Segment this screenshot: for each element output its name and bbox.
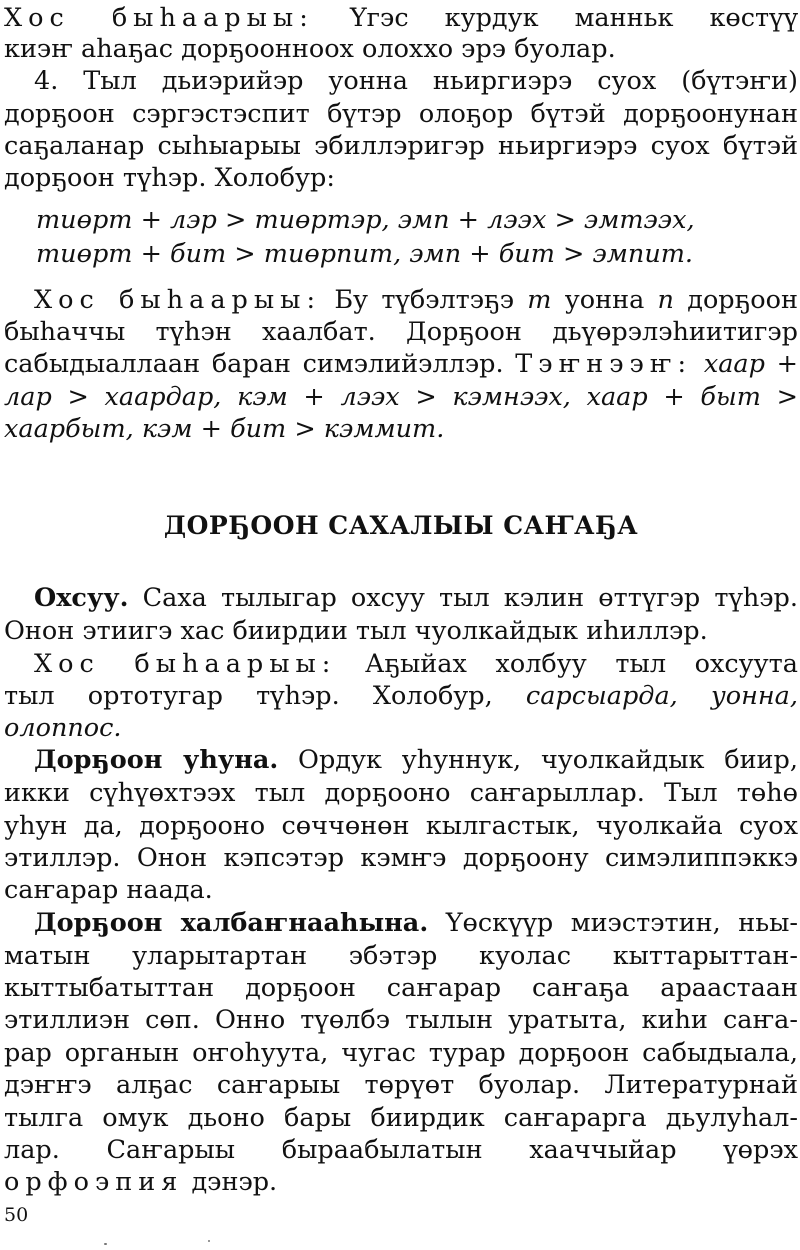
text-line: матын уларытартан эбэтэр куолас кыттарыттан-	[4, 941, 798, 971]
text-line: икки сүhүөхтээх тыл дорҕооно саҥарыллар. Тыл төhө	[4, 778, 798, 808]
text-line: 4. Тыл дьиэрийэр уонна ньиргиэрэ суох (бүтэҥи)	[34, 66, 798, 96]
text-line: дорҕоон сэргэстэспит бүтэр олоҕор бүтэй дорҕоонунан	[4, 99, 798, 129]
text-line	[4, 282, 798, 318]
text-line	[4, 742, 798, 778]
text-line: олоппос.	[4, 713, 122, 743]
text-line	[4, 905, 798, 941]
text-span: Аҕыйах холбуу тыл охсуута	[336, 649, 798, 679]
text-span: Бу түбэлтэҕэ	[321, 285, 528, 315]
text-line: саҕаланар сыhыарыы эбиллэригэр ньиргиэрэ суох бүтэй	[4, 131, 798, 161]
example-line: тиөрт + биm > тиөрпиm, эмп + бит > эмпит.	[36, 239, 694, 269]
text-line: тылга омук дьоно бары биирдик саҥараргa дьулуhал-	[4, 1103, 798, 1133]
text-italic: т	[527, 285, 552, 315]
text-span: тыл ортотугар түhэр. Холобур,	[4, 681, 526, 711]
term-spaced: Хос быhаарыы:	[34, 649, 337, 679]
text-line: уhун да, дорҕооно сөччөнөн кылгастык, чуолкайа суох	[4, 811, 798, 841]
text-span: сабыдыаллаан баран симэлийэллэр.	[4, 349, 516, 379]
text-line: дэҥҥэ алҕас саҥарыы төрүөт буолар. Литературнай	[4, 1070, 798, 1100]
scan-speck	[208, 1240, 210, 1242]
term-bold: Дорҕоон уhуна.	[34, 745, 279, 775]
term-spaced: Тэҥнээҥ:	[515, 349, 693, 379]
term-bold: Охсуу.	[34, 583, 129, 613]
term-bold: Дорҕоон халбаҥнааhына.	[34, 908, 429, 938]
text-span: дэнэр.	[183, 1167, 278, 1197]
text-line	[4, 646, 798, 682]
text-line: рар органын оҥоhуута, чугас турар дорҕоон сабыдыала,	[4, 1038, 798, 1068]
text-span: дорҕоон	[673, 285, 798, 315]
book-page	[4, 0, 798, 1250]
text-line: хаарбыт, кэм + бит > кэммит.	[4, 414, 445, 444]
scan-speck	[104, 1243, 107, 1245]
text-line: дорҕоон түhэр. Холобур:	[4, 163, 335, 193]
term-spaced: орфоэпия	[4, 1167, 184, 1197]
text-line: быhаччы түhэн хаалбат. Дорҕоон дьүөрэлэhиитигэр	[4, 317, 798, 347]
text-line: Онон этиигэ хас биирдии тыл чуолкайдык иhиллэр.	[4, 616, 708, 646]
text-italic: хаар +	[692, 349, 798, 379]
text-span: уонна	[551, 285, 658, 315]
term-spaced: Хос быhаарыы:	[34, 285, 322, 315]
term-spaced: Хос быhаарыы:	[4, 3, 314, 33]
text-span: Үөскүүр миэстэтин, ньы-	[428, 908, 798, 938]
example-line: тиөрт + лэр > тиөртэр, эмп + лээх > эмтээх,	[36, 205, 695, 235]
text-line	[4, 1164, 798, 1200]
text-line: этиллэр. Онон кэпсэтэр кэмҥэ дорҕоону симэлиппэккэ	[4, 843, 798, 873]
text-line: саҥарар наада.	[4, 875, 213, 905]
text-italic: сарсыарда, уонна,	[525, 681, 798, 711]
text-span: Саха тылыгар охсуу тыл кэлин өттүгэр түhэр.	[128, 583, 798, 613]
text-line	[4, 678, 798, 714]
text-line: кыттыбатыттан дорҕоон саҥарар саҥаҕа араастаан	[4, 973, 798, 1003]
text-line: лар. Саҥарыы быраабылатын хааччыйар үөрэх	[4, 1135, 798, 1165]
text-span: Ордук уhуннук, чуолкайдык биир,	[278, 745, 798, 775]
text-line	[4, 346, 798, 382]
text-line: лар > хаардар, кэм + лээх > кэмнээх, хаар + быт >	[4, 382, 798, 412]
text-span: Үгэс курдук манньк көстүү	[313, 3, 798, 33]
text-line	[4, 580, 798, 616]
page-number: 50	[4, 1204, 29, 1226]
text-italic: п	[657, 285, 674, 315]
text-line: этиллиэн сөп. Онно түөлбэ тылын уратыта, киhи саҥа-	[4, 1005, 798, 1035]
text-line: киэҥ аhаҕас дорҕоонноох олоххо эрэ буолар.	[4, 34, 616, 64]
section-heading: ДОРҔООН САХАЛЫЫ САҤАҔА	[163, 511, 639, 540]
